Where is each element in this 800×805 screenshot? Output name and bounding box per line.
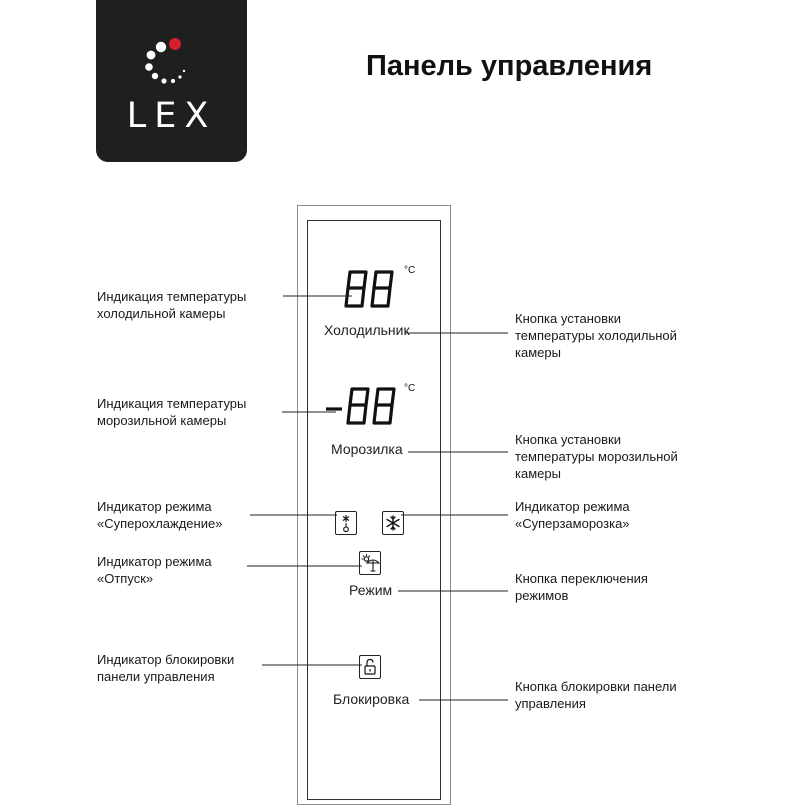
mode-button[interactable]: Режим: [349, 582, 393, 598]
callout-line: управления: [515, 696, 586, 711]
callout-line: «Суперзаморозка»: [515, 516, 630, 531]
callout-lock-button: [515, 678, 677, 712]
callout-line: Кнопка переключения: [515, 571, 648, 586]
callout-fridge-temp-display: [97, 288, 246, 322]
fridge-degree-unit: °C: [404, 265, 416, 276]
freezer-degree-unit: °C: [404, 383, 416, 394]
callout-line: «Отпуск»: [97, 571, 154, 586]
callout-freezer-button: [515, 431, 678, 482]
callout-line: режимов: [515, 588, 569, 603]
callout-freezer-temp-display: [97, 395, 246, 429]
callout-line: Кнопка установки: [515, 311, 621, 326]
callout-super-cool: [97, 498, 222, 532]
callout-line: Индикация температуры: [97, 289, 247, 304]
fridge-button[interactable]: Холодильник: [324, 322, 410, 338]
callout-line: Индикатор режима: [97, 554, 212, 569]
callout-lock-indicator: [97, 651, 234, 685]
callout-line: Индикация температуры: [97, 396, 247, 411]
callout-line: «Суперохлаждение»: [97, 516, 223, 531]
callout-line: камеры: [515, 466, 561, 481]
freezer-button[interactable]: Морозилка: [331, 441, 403, 457]
callout-line: Кнопка установки: [515, 432, 621, 447]
callout-line: Индикатор режима: [515, 499, 630, 514]
callout-line: температуры холодильной: [515, 328, 677, 343]
logo-wordmark: LEX: [126, 96, 217, 136]
callout-vacation: [97, 553, 212, 587]
callout-line: морозильной камеры: [97, 413, 227, 428]
callout-line: камеры: [515, 345, 561, 360]
callout-line: холодильной камеры: [97, 306, 226, 321]
callout-line: панели управления: [97, 669, 215, 684]
page-title: Панель управления: [366, 50, 653, 82]
callout-line: Кнопка блокировки панели: [515, 679, 677, 694]
callout-fridge-button: [515, 310, 677, 361]
callout-super-freeze: [515, 498, 630, 532]
callout-line: температуры морозильной: [515, 449, 678, 464]
callout-line: Индикатор блокировки: [97, 652, 235, 667]
callout-mode-button: [515, 570, 648, 604]
callout-line: Индикатор режима: [97, 499, 212, 514]
lock-button[interactable]: Блокировка: [333, 691, 410, 707]
